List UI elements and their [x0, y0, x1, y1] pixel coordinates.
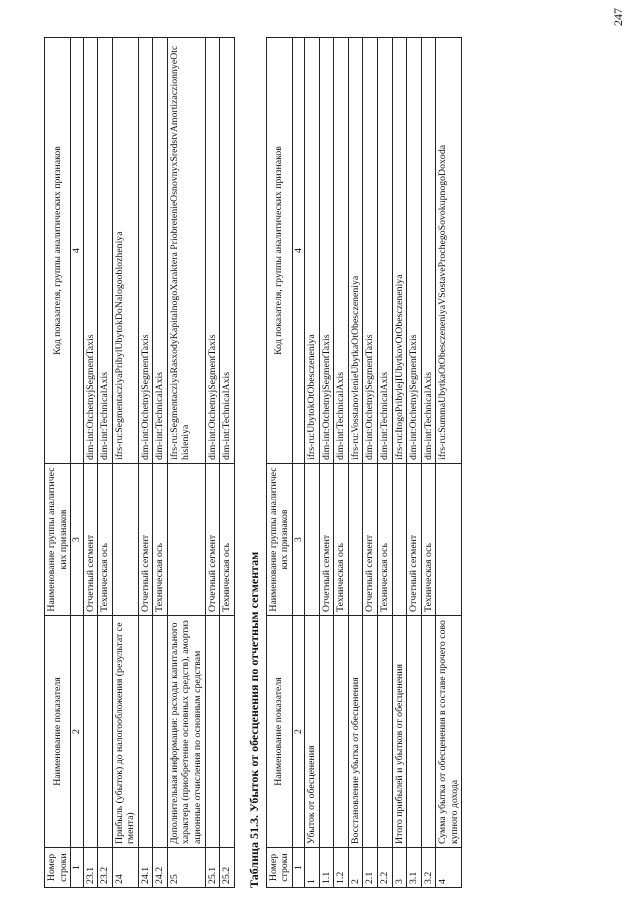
row-number-cell: 24.1 [138, 848, 153, 888]
column-number: 4 [71, 38, 84, 464]
code-cell: ifrs-ru:SegmentacziyaRasxodyKapitalnogoXaraktera PriobretenieOsnovnyxSredstvAmortizaczionnyeOtchisleniya [167, 38, 205, 464]
page-number: 247 [611, 8, 625, 26]
column-number-row [292, 38, 305, 888]
group-name-cell: Отчетный сегмент [138, 464, 153, 616]
group-name-cell: Техническая ось [378, 464, 393, 616]
indicator-name-cell [363, 616, 378, 848]
table-header-row [266, 38, 292, 888]
group-name-cell [392, 464, 407, 616]
header-group-name: Наименование группы аналитических признаков [45, 464, 71, 616]
table-row [112, 38, 138, 888]
indicator-name-cell [83, 616, 98, 848]
table-row [98, 38, 113, 888]
table-row [421, 38, 436, 888]
group-name-cell [348, 464, 363, 616]
table-row [392, 38, 407, 888]
row-number-cell: 1.1 [319, 848, 334, 888]
table-row [220, 38, 235, 888]
row-number-cell: 3.1 [407, 848, 422, 888]
table-row [378, 38, 393, 888]
row-number-cell: 25 [167, 848, 205, 888]
group-name-cell: Техническая ось [421, 464, 436, 616]
code-cell: ifrs-ru:VosstanovlenieUbytkaOtObesczeneniya [348, 38, 363, 464]
column-number: 2 [292, 616, 305, 848]
table-row [319, 38, 334, 888]
code-cell: dim-int:TechnicalAxis [334, 38, 349, 464]
table-header-row [45, 38, 71, 888]
indicator-name-cell: Итого прибылей и убытков от обесценения [392, 616, 407, 848]
code-cell: dim-int:OtchetnyjSegmentTaxis [319, 38, 334, 464]
rotated-page-content [44, 38, 614, 888]
row-number-cell: 23.2 [98, 848, 113, 888]
row-number-cell: 25.1 [205, 848, 220, 888]
code-cell: dim-int:OtchetnyjSegmentTaxis [138, 38, 153, 464]
row-number-cell: 2 [348, 848, 363, 888]
row-number-cell: 23.1 [83, 848, 98, 888]
row-number-cell: 3 [392, 848, 407, 888]
column-number: 1 [292, 848, 305, 888]
code-cell: dim-int:TechnicalAxis [220, 38, 235, 464]
group-name-cell [436, 464, 462, 616]
group-name-cell: Техническая ось [334, 464, 349, 616]
column-number: 3 [292, 464, 305, 616]
indicator-name-cell [407, 616, 422, 848]
row-number-cell: 25.2 [220, 848, 235, 888]
header-row-number: Номер строки [266, 848, 292, 888]
group-name-cell: Техническая ось [153, 464, 168, 616]
indicator-name-cell [220, 616, 235, 848]
code-cell: dim-int:OtchetnyjSegmentTaxis [83, 38, 98, 464]
table-segment-results [44, 37, 235, 888]
indicator-name-cell [378, 616, 393, 848]
table-row [153, 38, 168, 888]
table-row [138, 38, 153, 888]
table-row [167, 38, 205, 888]
code-cell: dim-int:OtchetnyjSegmentTaxis [205, 38, 220, 464]
group-name-cell [167, 464, 205, 616]
code-cell: dim-int:OtchetnyjSegmentTaxis [363, 38, 378, 464]
indicator-name-cell: Убыток от обесценения [305, 616, 320, 848]
row-number-cell: 4 [436, 848, 462, 888]
group-name-cell: Техническая ось [98, 464, 113, 616]
row-number-cell: 2.1 [363, 848, 378, 888]
indicator-name-cell [138, 616, 153, 848]
header-group-name: Наименование группы аналитических признаков [266, 464, 292, 616]
indicator-name-cell [153, 616, 168, 848]
table-row [305, 38, 320, 888]
row-number-cell: 1.2 [334, 848, 349, 888]
indicator-name-cell [319, 616, 334, 848]
column-number: 3 [71, 464, 84, 616]
code-cell: dim-int:TechnicalAxis [421, 38, 436, 464]
row-number-cell: 1 [305, 848, 320, 888]
table-row [436, 38, 462, 888]
table-impairment-loss [266, 37, 463, 888]
group-name-cell: Отчетный сегмент [319, 464, 334, 616]
table-row [83, 38, 98, 888]
code-cell: ifrs-ru:UbytokOtObesczeneniya [305, 38, 320, 464]
table-body [83, 38, 234, 888]
indicator-name-cell [421, 616, 436, 848]
row-number-cell: 3.2 [421, 848, 436, 888]
indicator-name-cell: Сумма убытка от обесценения в составе прочего совокупного дохода [436, 616, 462, 848]
indicator-name-cell: Прибыль (убыток) до налогообложения (результат сегмента) [112, 616, 138, 848]
group-name-cell: Отчетный сегмент [205, 464, 220, 616]
header-code: Код показателя, группы аналитических признаков [45, 38, 71, 464]
indicator-name-cell: Дополнительная информация: расходы капитального характера (приобретение основных средств), амортизационные отчисления по основным средствам [167, 616, 205, 848]
table-row [363, 38, 378, 888]
code-cell: dim-int:TechnicalAxis [153, 38, 168, 464]
table-caption: Таблица 51.3. Убыток от обесценения по отчетным сегментам [246, 551, 261, 888]
group-name-cell: Отчетный сегмент [363, 464, 378, 616]
code-cell: ifrs-ru:SummaUbytkaOtObesczeneniyaVSostaveProchegoSovokupnogoDoxoda [436, 38, 462, 464]
table-row [205, 38, 220, 888]
row-number-cell: 24.2 [153, 848, 168, 888]
indicator-name-cell: Восстановление убытка от обесценения [348, 616, 363, 848]
group-name-cell: Отчетный сегмент [407, 464, 422, 616]
indicator-name-cell [98, 616, 113, 848]
column-number-row [71, 38, 84, 888]
indicator-name-cell [334, 616, 349, 848]
column-number: 4 [292, 38, 305, 464]
table-row [334, 38, 349, 888]
table-row [348, 38, 363, 888]
row-number-cell: 2.2 [378, 848, 393, 888]
code-cell: ifrs-ru:ItogoPribylejIUbytkovOtObesczeneniya [392, 38, 407, 464]
code-cell: dim-int:OtchetnyjSegmentTaxis [407, 38, 422, 464]
header-row-number: Номер строки [45, 848, 71, 888]
code-cell: dim-int:TechnicalAxis [378, 38, 393, 464]
header-indicator-name: Наименование показателя [45, 616, 71, 848]
group-name-cell: Техническая ось [220, 464, 235, 616]
header-indicator-name: Наименование показателя [266, 616, 292, 848]
indicator-name-cell [205, 616, 220, 848]
code-cell: dim-int:TechnicalAxis [98, 38, 113, 464]
group-name-cell [305, 464, 320, 616]
header-code: Код показателя, группы аналитических признаков [266, 38, 292, 464]
code-cell: ifrs-ru:SegmentacziyaPribylUbytokDoNalogooblozheniya [112, 38, 138, 464]
row-number-cell: 24 [112, 848, 138, 888]
table-body [305, 38, 462, 888]
column-number: 2 [71, 616, 84, 848]
group-name-cell [112, 464, 138, 616]
table-row [407, 38, 422, 888]
group-name-cell: Отчетный сегмент [83, 464, 98, 616]
column-number: 1 [71, 848, 84, 888]
